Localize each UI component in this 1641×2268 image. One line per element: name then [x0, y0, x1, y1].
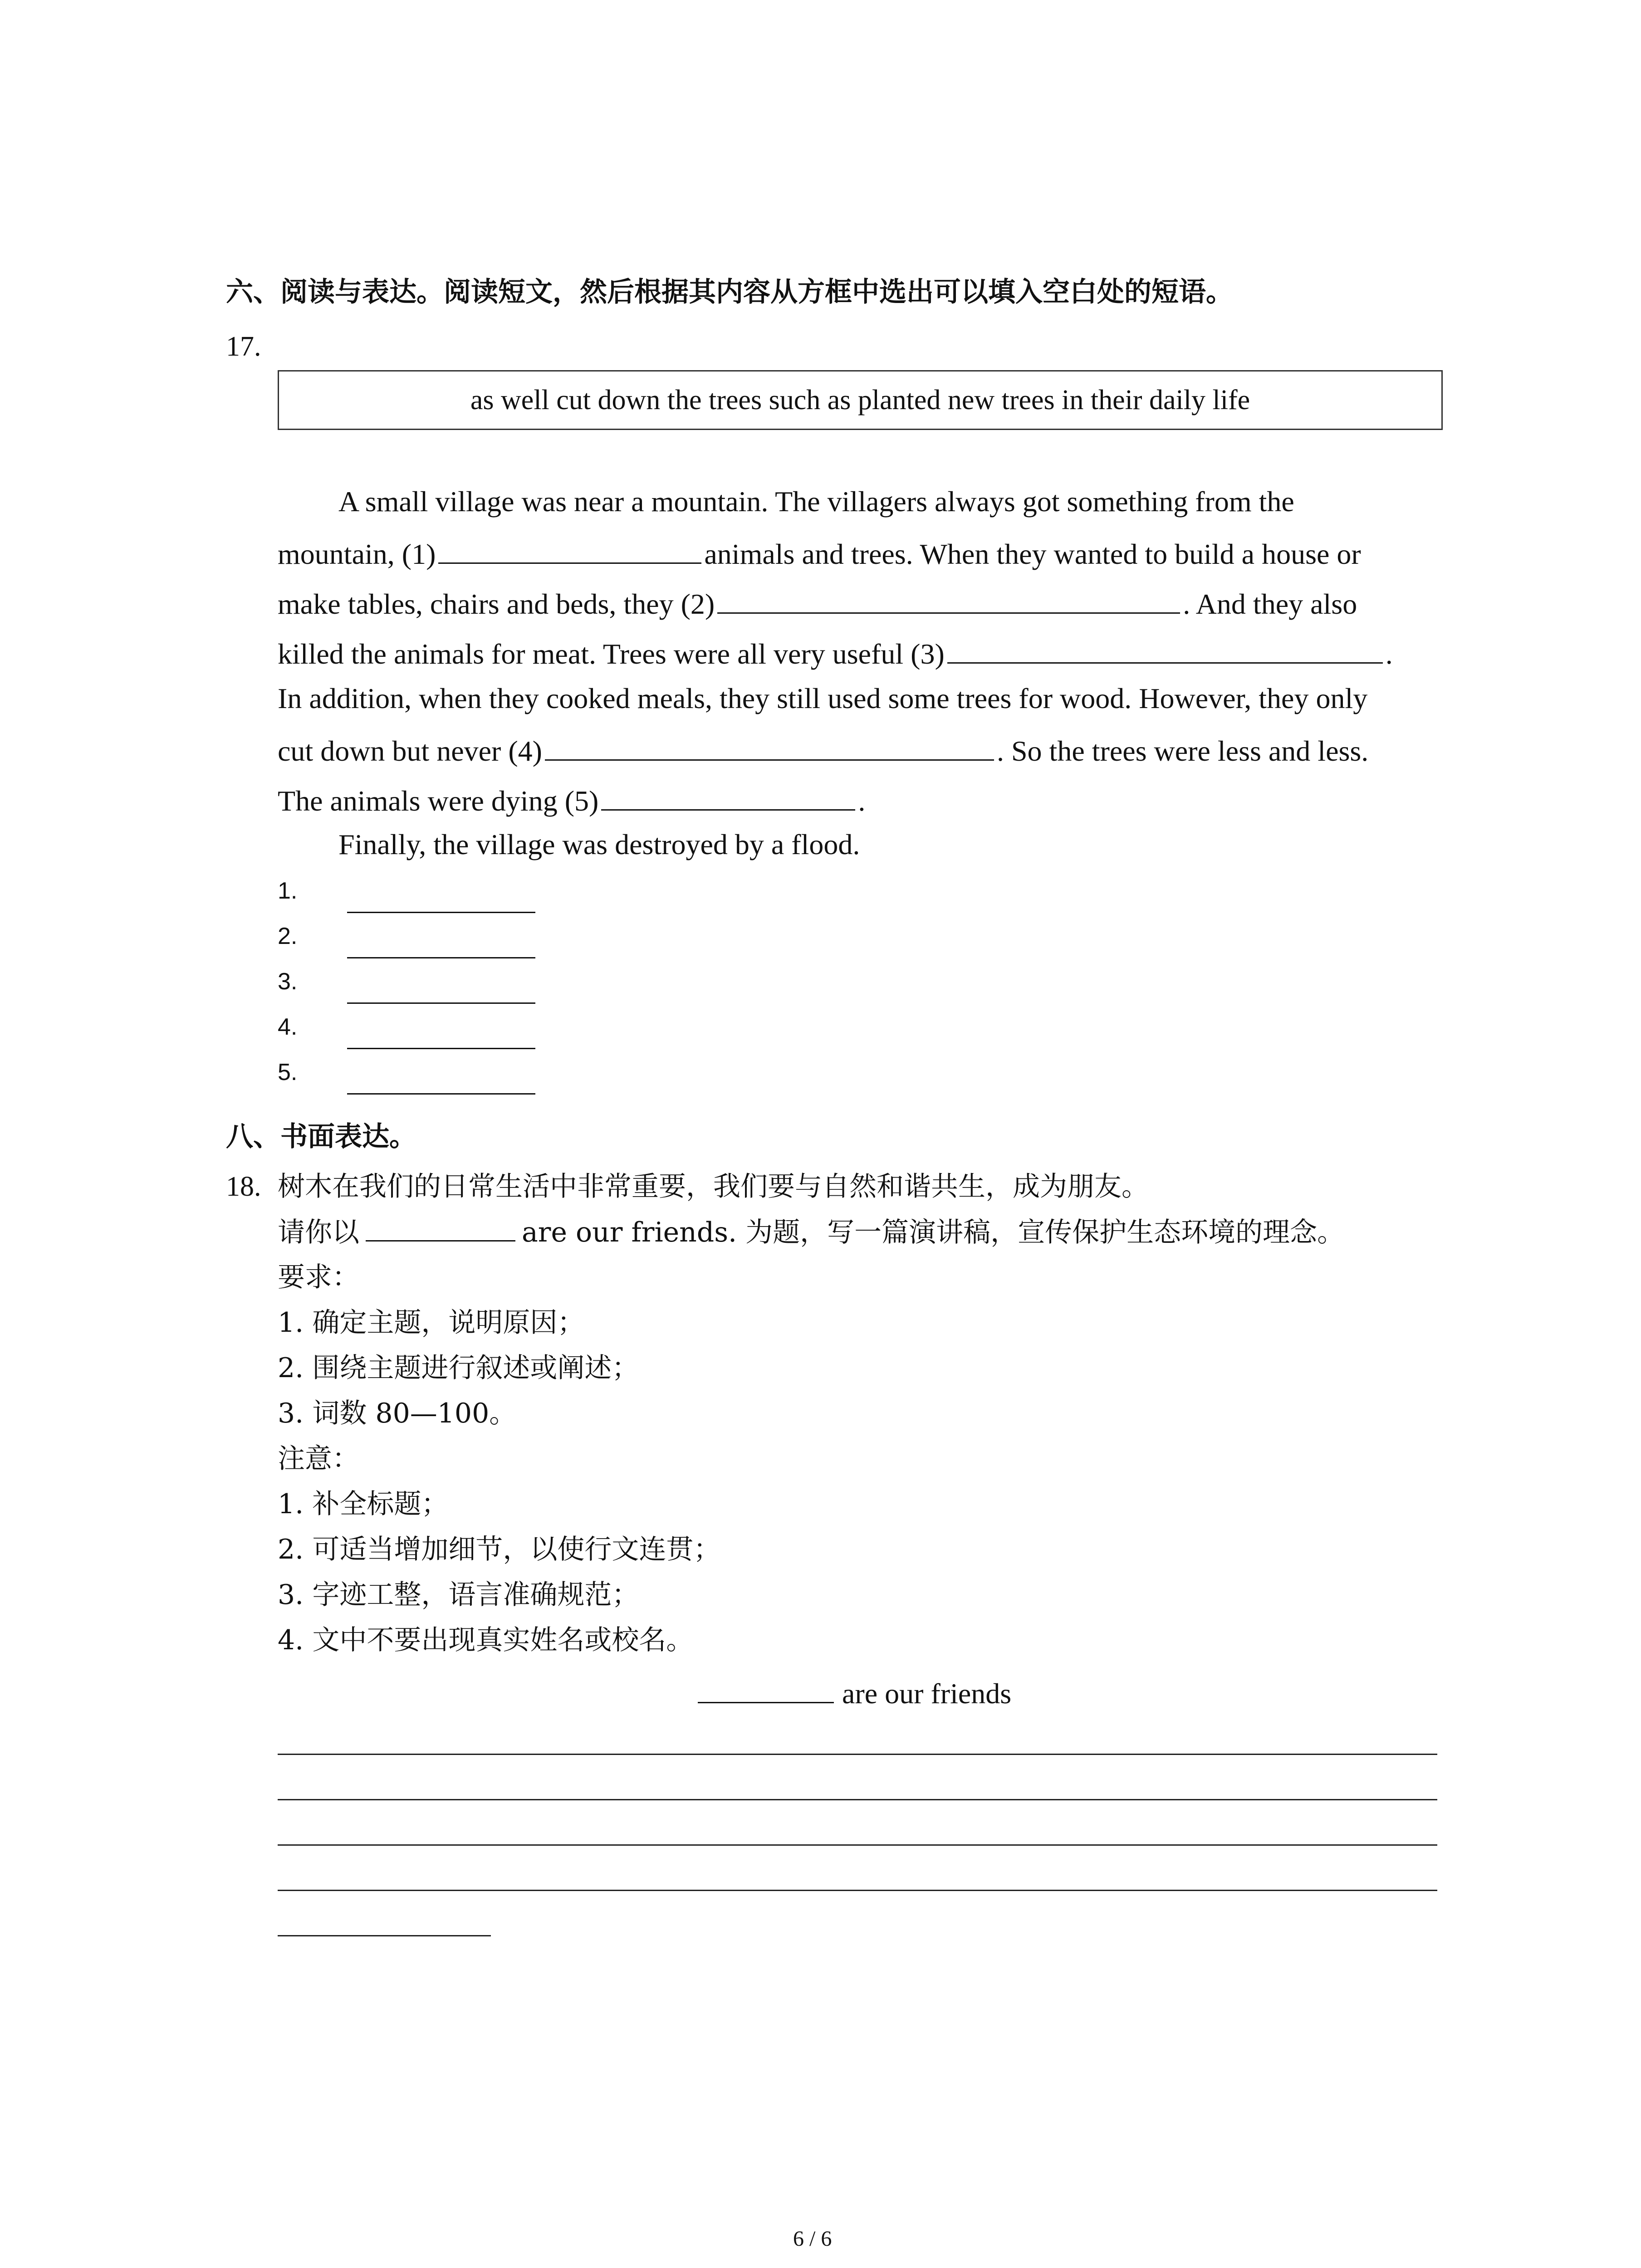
notes-label: 注意： [278, 1443, 359, 1475]
note-2: 2. 可适当增加细节，以使行文连贯； [278, 1534, 721, 1565]
answer-line-5[interactable] [347, 1093, 535, 1095]
passage-line-7 [278, 780, 865, 819]
passage-line-2 [278, 533, 1361, 572]
section-8-heading: 八、书面表达。 [226, 1121, 416, 1153]
question-18-prompt [278, 1214, 1344, 1251]
answer-number-4: 4. [278, 1014, 298, 1040]
requirement-1: 1. 确定主题，说明原因； [278, 1307, 585, 1339]
question-17-number: 17. [226, 331, 261, 362]
note-3: 3. 字迹工整，语言准确规范； [278, 1579, 639, 1611]
passage-text: The animals were dying (5) [278, 785, 599, 817]
passage-text: animals and trees. When they wanted to build a house or [704, 538, 1361, 570]
passage-text: . So the trees were less and less. [996, 735, 1369, 767]
passage-line-8: Finally, the village was destroyed by a flood. [338, 828, 860, 860]
writing-line-2[interactable] [278, 1799, 1437, 1800]
word-box-text: as well cut down the trees such as planted new trees in their daily life [470, 384, 1250, 415]
passage-line-1: A small village was near a mountain. The villagers always got something from the [338, 485, 1294, 518]
essay-title [698, 1676, 1011, 1712]
answer-number-5: 5. [278, 1059, 298, 1085]
passage-line-4 [278, 633, 1393, 672]
answer-number-2: 2. [278, 923, 298, 949]
passage-text: mountain, (1) [278, 538, 436, 570]
title-blank[interactable] [366, 1214, 515, 1242]
note-4: 4. 文中不要出现真实姓名或校名。 [278, 1624, 694, 1656]
blank-1[interactable] [438, 533, 701, 564]
answer-line-2[interactable] [347, 957, 535, 958]
passage-text: make tables, chairs and beds, they (2) [278, 588, 715, 620]
requirements-label: 要求： [278, 1261, 359, 1293]
blank-5[interactable] [601, 780, 855, 811]
requirement-2: 2. 围绕主题进行叙述或阐述； [278, 1352, 639, 1384]
note-1: 1. 补全标题； [278, 1488, 449, 1520]
writing-line-4[interactable] [278, 1890, 1437, 1891]
writing-line-1[interactable] [278, 1754, 1437, 1755]
answer-line-3[interactable] [347, 1002, 535, 1004]
essay-title-blank[interactable] [698, 1676, 834, 1703]
prompt-text: 请你以 [278, 1217, 359, 1248]
prompt-text: are our friends. 为题，写一篇演讲稿，宣传保护生态环境的理念。 [522, 1217, 1345, 1248]
passage-line-6 [278, 730, 1368, 769]
blank-3[interactable] [947, 633, 1383, 664]
answer-number-1: 1. [278, 878, 298, 904]
passage-text: . [858, 785, 866, 817]
passage-line-3 [278, 583, 1357, 622]
blank-2[interactable] [717, 583, 1180, 614]
page-number: 6 / 6 [793, 2227, 832, 2251]
answer-number-3: 3. [278, 968, 298, 995]
question-18-intro: 树木在我们的日常生活中非常重要，我们要与自然和谐共生，成为朋友。 [278, 1171, 1149, 1202]
writing-line-3[interactable] [278, 1844, 1437, 1846]
passage-text: killed the animals for meat. Trees were all very useful (3) [278, 638, 945, 670]
writing-line-5[interactable] [278, 1935, 491, 1936]
passage-text: . And they also [1183, 588, 1357, 620]
essay-title-text: are our friends [842, 1677, 1012, 1710]
section-6-heading: 六、阅读与表达。阅读短文，然后根据其内容从方框中选出可以填入空白处的短语。 [226, 276, 1233, 308]
answer-line-4[interactable] [347, 1048, 535, 1049]
blank-4[interactable] [545, 730, 994, 761]
passage-text: cut down but never (4) [278, 735, 542, 767]
passage-text: . [1385, 638, 1393, 670]
question-18-number: 18. [226, 1171, 261, 1202]
word-box [278, 370, 1443, 430]
answer-line-1[interactable] [347, 912, 535, 913]
requirement-3: 3. 词数 80—100。 [278, 1398, 517, 1429]
passage-line-5: In addition, when they cooked meals, they still used some trees for wood. However, they only [278, 682, 1368, 714]
